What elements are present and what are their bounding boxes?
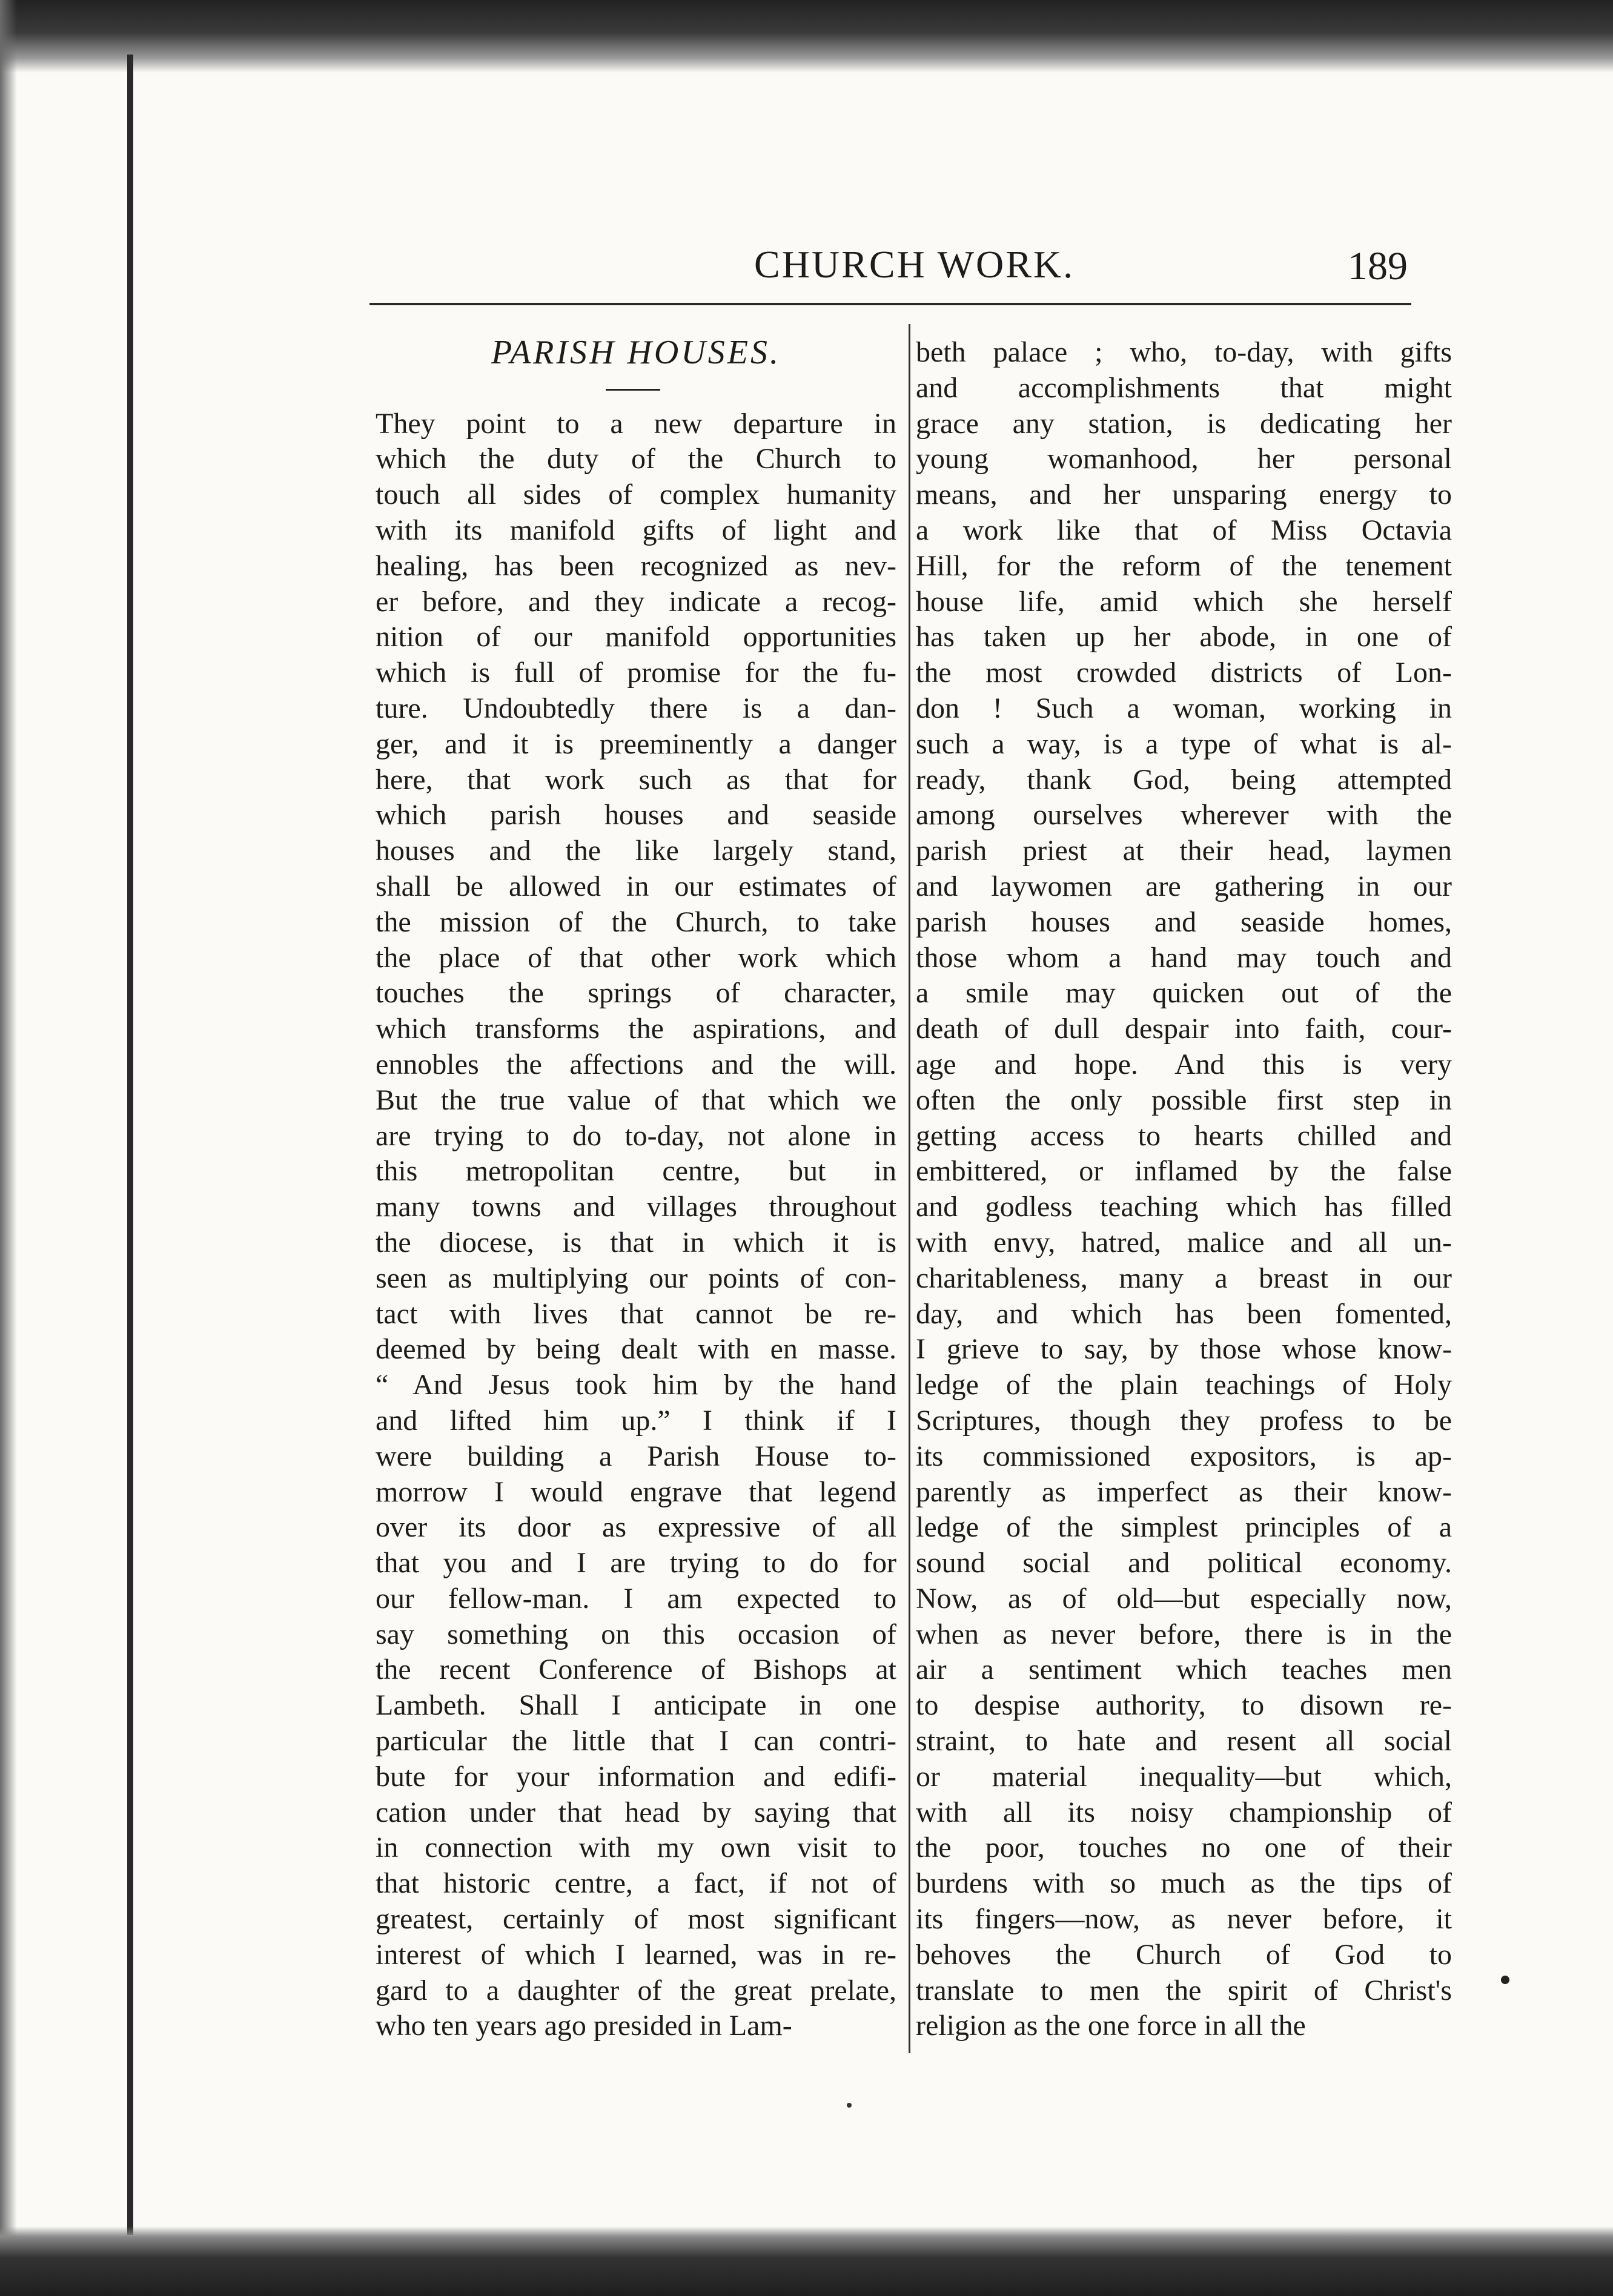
right-column-line: ledge of the simplest principles of a [916, 1511, 1452, 1544]
right-column-line: a smile may quicken out of the [916, 977, 1452, 1010]
left-column-line: er before, and they indicate a recog- [376, 585, 896, 618]
right-column-line: the poor, touches no one of their [916, 1831, 1452, 1864]
title-rule [606, 389, 660, 391]
scan-left-shadow [0, 0, 17, 2296]
left-column-line: which the duty of the Church to [376, 443, 896, 475]
left-column-line: deemed by being dealt with en masse. [376, 1333, 896, 1366]
article-title: PARISH HOUSES. [491, 334, 781, 371]
right-column-text [916, 335, 1452, 2044]
binding-gutter-line [127, 55, 133, 2235]
left-column [376, 335, 896, 2044]
scan-top-edge [0, 0, 1613, 73]
right-column-line: Hill, for the reform of the tenement [916, 549, 1452, 582]
left-column-line: many towns and villages throughout [376, 1191, 896, 1223]
left-column-line: are trying to do to-day, not alone in [376, 1119, 896, 1152]
right-column-line: and laywomen are gathering in our [916, 870, 1452, 902]
left-column-line: this metropolitan centre, but in [376, 1155, 896, 1188]
scan-bottom-edge [0, 2226, 1613, 2296]
right-column-line: behoves the Church of God to [916, 1938, 1452, 1971]
right-column-line: I grieve to say, by those whose know- [916, 1333, 1452, 1366]
left-column-line: touches the springs of character, [376, 977, 896, 1010]
left-column-line: particular the little that I can contri- [376, 1725, 896, 1758]
left-column-line: our fellow-man. I am expected to [376, 1582, 896, 1615]
left-column-line: morrow I would engrave that legend [376, 1475, 896, 1508]
left-column-line: bute for your information and edifi- [376, 1760, 896, 1793]
left-column-line: “ And Jesus took him by the hand [376, 1369, 896, 1401]
right-column-line: burdens with so much as the tips of [916, 1867, 1452, 1900]
right-column-line: getting access to hearts chilled and [916, 1119, 1452, 1152]
right-column-line: ready, thank God, being attempted [916, 763, 1452, 796]
left-column-line: which is full of promise for the fu- [376, 657, 896, 689]
right-column-line: house life, amid which she herself [916, 585, 1452, 618]
left-column-line: who ten years ago presided in Lam- [376, 2010, 792, 2042]
running-head: CHURCH WORK. [754, 243, 1075, 286]
right-column-line: day, and which has been fomented, [916, 1297, 1452, 1330]
left-column-line: which transforms the aspirations, and [376, 1013, 896, 1045]
right-column-line: religion as the one force in all the [916, 2010, 1306, 2042]
left-column-line: were building a Parish House to- [376, 1440, 896, 1472]
left-column-line: say something on this occasion of [376, 1618, 896, 1650]
right-column-line: when as never before, there is in the [916, 1618, 1452, 1650]
left-column-line: healing, has been recognized as nev- [376, 549, 896, 582]
right-column-line: the most crowded districts of Lon- [916, 657, 1452, 689]
right-column-line: such a way, is a type of what is al- [916, 727, 1452, 760]
right-column-line: and godless teaching which has filled [916, 1191, 1452, 1223]
left-column-line: ger, and it is preeminently a danger [376, 727, 896, 760]
right-column-line: straint, to hate and resent all social [916, 1725, 1452, 1758]
right-column-line: Scriptures, though they profess to be [916, 1404, 1452, 1437]
left-column-line: over its door as expressive of all [376, 1511, 896, 1544]
left-column-line: interest of which I learned, was in re- [376, 1938, 896, 1971]
left-column-line: gard to a daughter of the great prelate, [376, 1974, 896, 2007]
right-column-line: its fingers—now, as never before, it [916, 1903, 1452, 1936]
left-column-line: the diocese, is that in which it is [376, 1226, 896, 1259]
left-column-line: touch all sides of complex humanity [376, 478, 896, 511]
left-column-line: that you and I are trying to do for [376, 1547, 896, 1580]
left-column-line: here, that work such as that for [376, 763, 896, 796]
left-column-line: the recent Conference of Bishops at [376, 1653, 896, 1686]
left-column-line: Lambeth. Shall I anticipate in one [376, 1689, 896, 1722]
right-column-line: air a sentiment which teaches men [916, 1653, 1452, 1686]
left-column-line: in connection with my own visit to [376, 1831, 896, 1864]
right-column-line: death of dull despair into faith, cour- [916, 1013, 1452, 1045]
right-column-line: sound social and political economy. [916, 1547, 1452, 1580]
left-column-line: shall be allowed in our estimates of [376, 870, 896, 902]
right-column-line: embittered, or inflamed by the false [916, 1155, 1452, 1188]
right-column-line: translate to men the spirit of Christ's [916, 1974, 1452, 2007]
left-column-line: that historic centre, a fact, if not of [376, 1867, 896, 1900]
right-column-line: don ! Such a woman, working in [916, 692, 1452, 724]
left-column-line: and lifted him up.” I think if I [376, 1404, 896, 1437]
right-column-line: a work like that of Miss Octavia [916, 514, 1452, 546]
left-column-line: houses and the like largely stand, [376, 835, 896, 867]
left-column-text [376, 406, 896, 2045]
ink-speck [1501, 1976, 1509, 1984]
left-column-line: cation under that head by saying that [376, 1796, 896, 1828]
right-column-line: to despise authority, to disown re- [916, 1689, 1452, 1722]
right-column-line: has taken up her abode, in one of [916, 621, 1452, 653]
right-column-line: grace any station, is dedicating her [916, 407, 1452, 440]
right-column-line: Now, as of old—but especially now, [916, 1582, 1452, 1615]
right-column-line: beth palace ; who, to-day, with gifts [916, 336, 1452, 368]
left-column-line: which parish houses and seaside [376, 799, 896, 832]
right-column-line: among ourselves wherever with the [916, 799, 1452, 832]
right-column-line: those whom a hand may touch and [916, 941, 1452, 974]
left-column-line: nition of our manifold opportunities [376, 621, 896, 653]
left-column-line: But the true value of that which we [376, 1083, 896, 1116]
right-column [916, 335, 1452, 2044]
left-column-line: They point to a new departure in [376, 407, 896, 440]
left-column-line: tact with lives that cannot be re- [376, 1297, 896, 1330]
left-column-line: ture. Undoubtedly there is a dan- [376, 692, 896, 724]
right-column-line: and accomplishments that might [916, 371, 1452, 404]
right-column-line: parish houses and seaside homes, [916, 905, 1452, 938]
column-rule [909, 324, 910, 2053]
left-column-line: the mission of the Church, to take [376, 905, 896, 938]
left-column-line: greatest, certainly of most significant [376, 1903, 896, 1936]
right-column-line: means, and her unsparing energy to [916, 478, 1452, 511]
right-column-line: parish priest at their head, laymen [916, 835, 1452, 867]
ink-speck [847, 2103, 852, 2108]
page-number: 189 [1348, 244, 1408, 288]
right-column-line: or material inequality—but which, [916, 1760, 1452, 1793]
right-column-line: its commissioned expositors, is ap- [916, 1440, 1452, 1472]
right-column-line: parently as imperfect as their know- [916, 1475, 1452, 1508]
right-column-line: ledge of the plain teachings of Holy [916, 1369, 1452, 1401]
left-column-line: the place of that other work which [376, 941, 896, 974]
right-column-line: with envy, hatred, malice and all un- [916, 1226, 1452, 1259]
right-column-line: young womanhood, her personal [916, 443, 1452, 475]
title-rule-row [376, 371, 896, 406]
left-column-line: with its manifold gifts of light and [376, 514, 896, 546]
right-column-line: often the only possible first step in [916, 1083, 1452, 1116]
right-column-line: age and hope. And this is very [916, 1048, 1452, 1080]
left-column-line: ennobles the affections and the will. [376, 1048, 896, 1080]
right-column-line: with all its noisy championship of [916, 1796, 1452, 1828]
header-rule [369, 303, 1411, 305]
left-column-line: seen as multiplying our points of con- [376, 1262, 896, 1294]
right-column-line: charitableness, many a breast in our [916, 1262, 1452, 1294]
